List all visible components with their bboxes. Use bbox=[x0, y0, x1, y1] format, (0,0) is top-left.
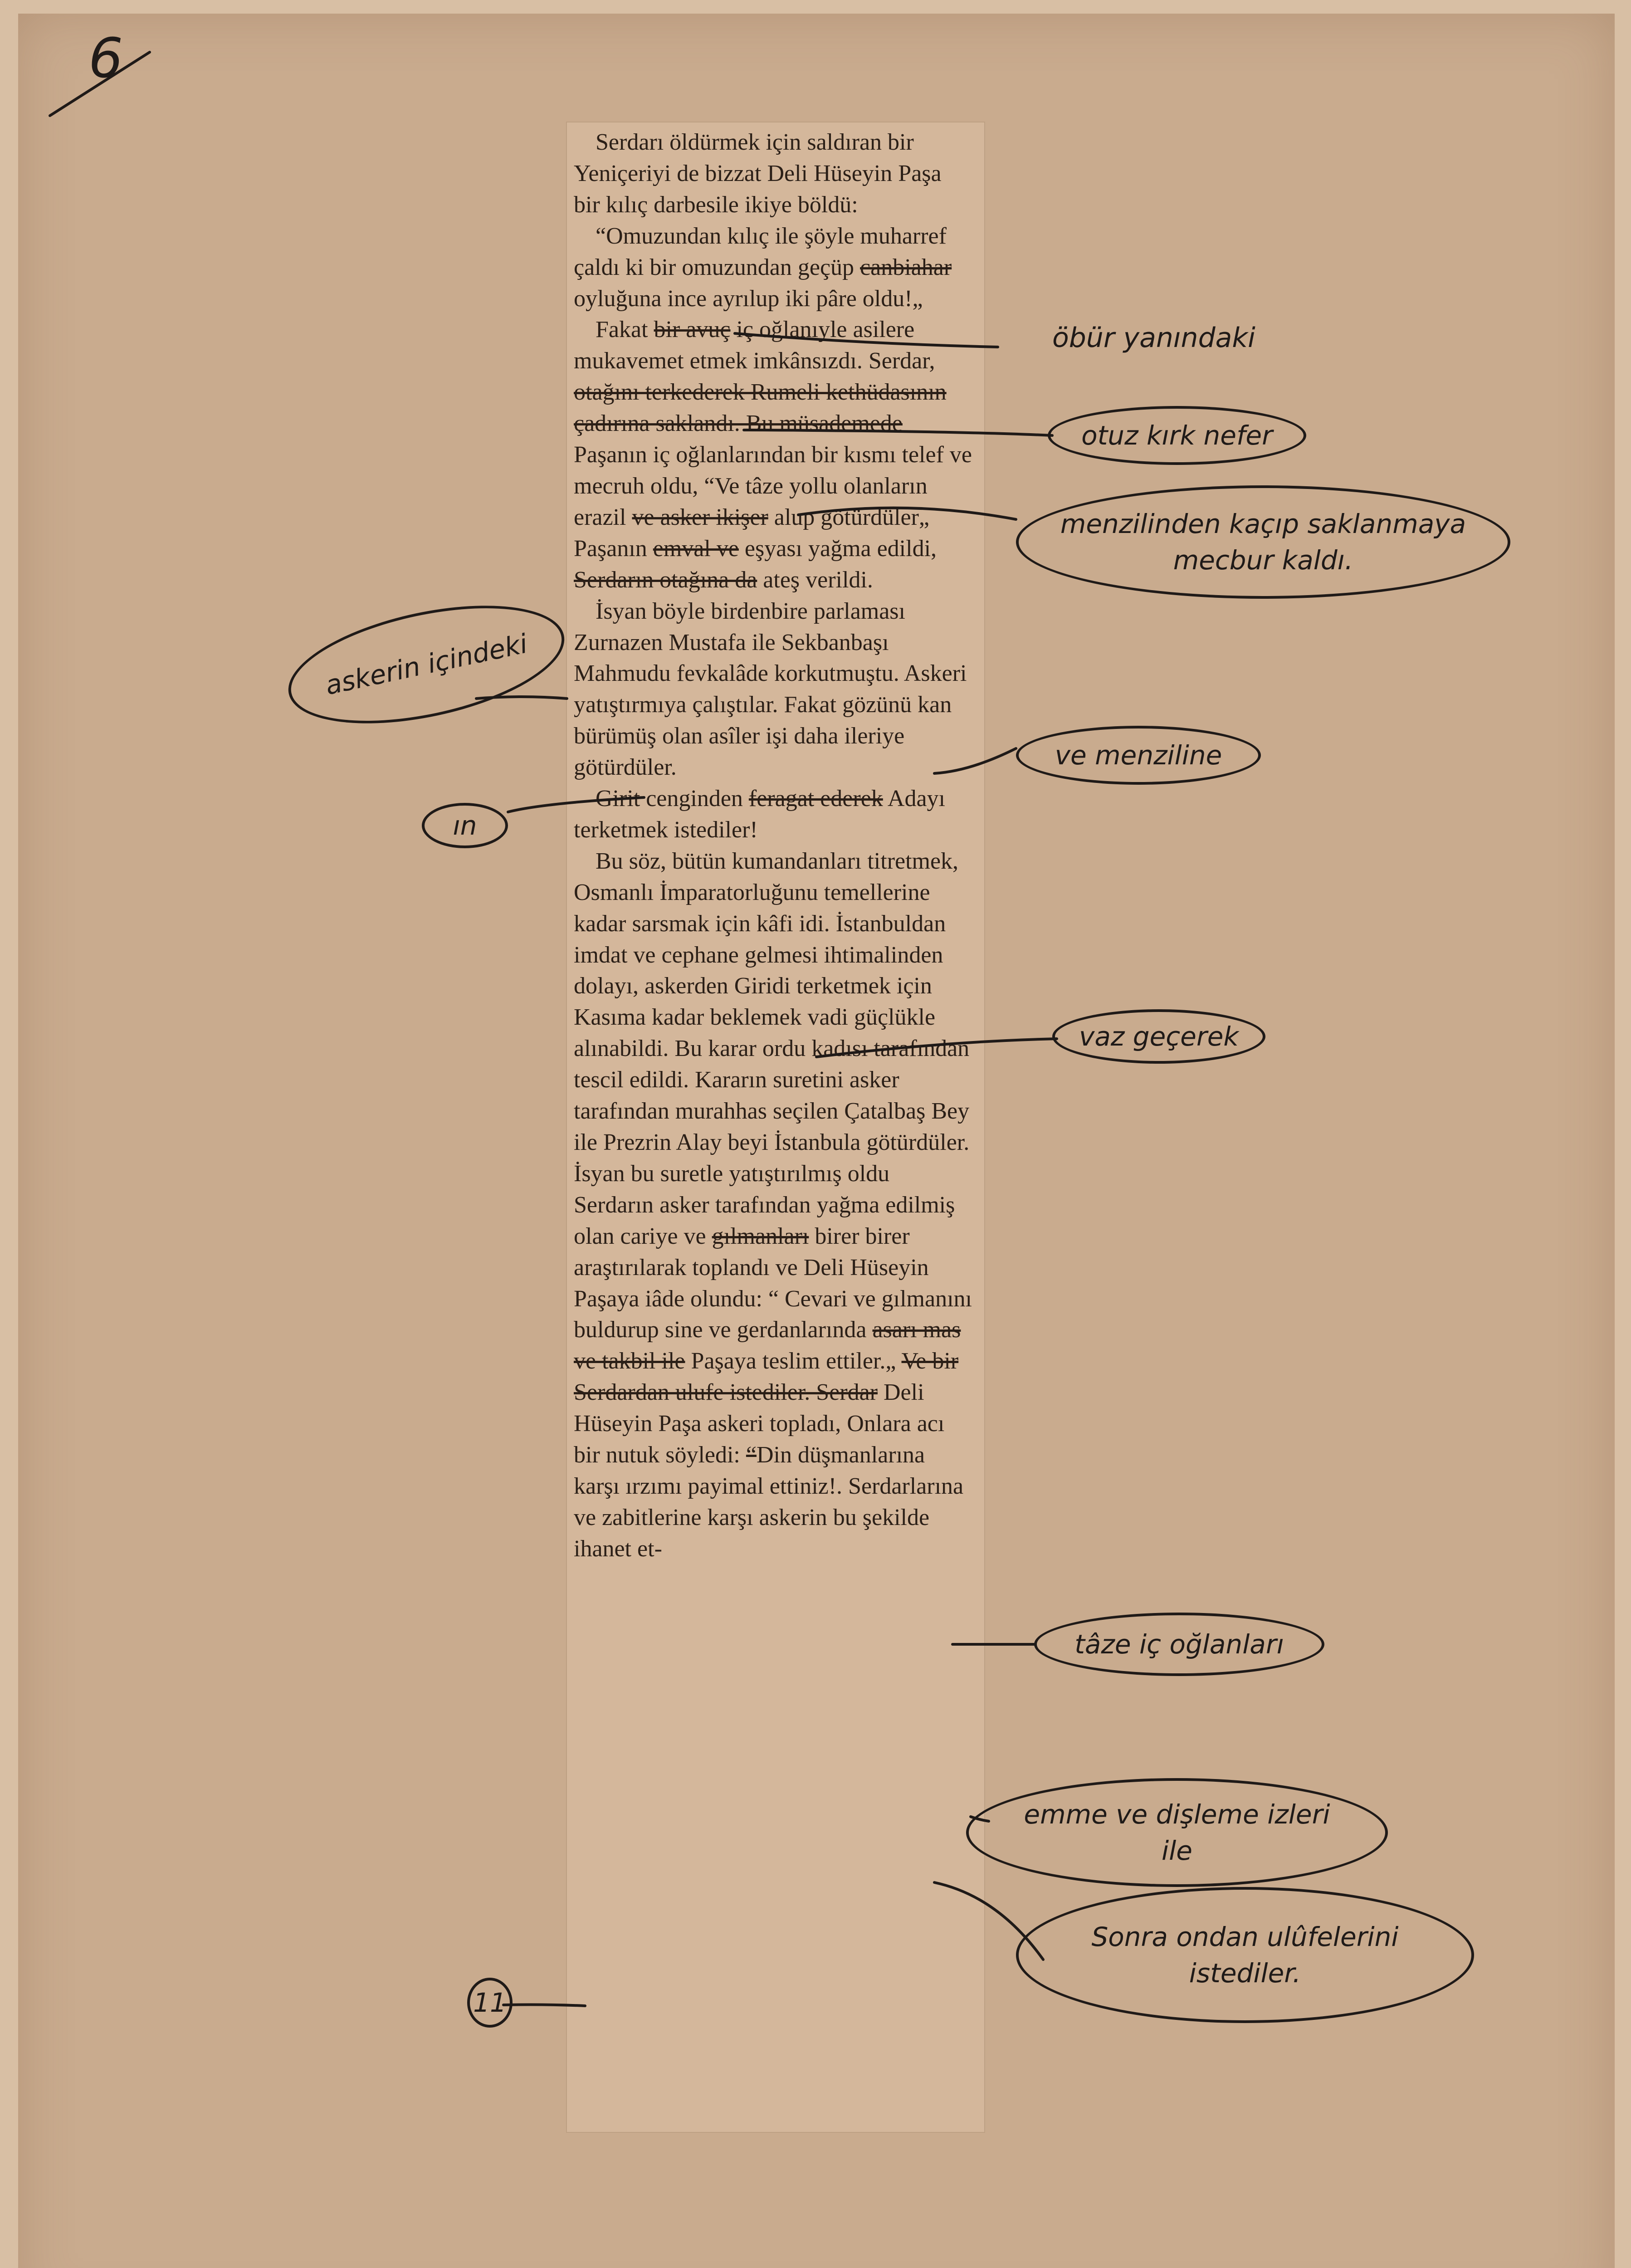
slash-mark bbox=[50, 52, 150, 116]
note-ve-menziline: ve menziline bbox=[1016, 726, 1261, 785]
struck-text: ve asker ikişer bbox=[632, 504, 768, 530]
text-segment: Adayı terketmek istediler! bbox=[574, 786, 946, 843]
struck-text: bir avuç bbox=[654, 317, 731, 343]
note-number-eleven: 11 bbox=[467, 1978, 513, 2028]
note-otuz-kirk: otuz kırk nefer bbox=[1048, 406, 1306, 465]
text-segment: Bu söz, bütün kumandanları titretmek, Osmanlı İmparatorluğunu temellerine kadar sarsmak için kâfi idi. İstanbuldan imdat ve cephane gelmesi ihtimalinden dolayı, askerden Giridi terketmek için Kasıma kadar beklemek vadi güçlükle alınabildi. Bu karar ordu kadısı tarafından tescil edildi. Kararın suretini asker tarafından murahhas seçilen Çatalbaş Bey ile Prezrin Alay beyi İstanbula götürdüler. İsyan bu suretle yatıştırılmış oldu Serdarın asker tarafından yağma edilmiş olan cariye ve bbox=[574, 848, 970, 1249]
note-vaz-gecerek: vaz geçerek bbox=[1052, 1009, 1265, 1064]
struck-text: canbiahar bbox=[860, 254, 952, 280]
note-obur-yanindaki: öbür yanındaki bbox=[1052, 322, 1255, 354]
note-in: ın bbox=[422, 803, 508, 848]
text-segment: alup götürdüler„ Paşanın bbox=[574, 504, 929, 562]
note-emme: emme ve dişleme izleri ile bbox=[966, 1778, 1388, 1887]
struck-text: emval ve bbox=[653, 535, 739, 562]
struck-text: Ve bir Serdardan ulufe istediler. Serdar bbox=[574, 1348, 959, 1406]
struck-text: “ bbox=[746, 1442, 757, 1468]
note-sonra: Sonra ondan ulûfelerini istediler. bbox=[1016, 1887, 1474, 2023]
leader-line bbox=[798, 508, 1016, 519]
note-askerin: askerin içindeki bbox=[278, 584, 575, 745]
text-segment: Fakat bbox=[596, 317, 654, 343]
page-number: 6 bbox=[88, 27, 123, 90]
text-segment: “Omuzundan kılıç ile şöyle muharref çaldı ki bir omuzundan geçüp bbox=[574, 223, 947, 280]
struck-text: feragat ederek bbox=[748, 786, 883, 812]
text-segment: İsyan böyle birdenbire parlaması Zurnazen Mustafa ile Sekbanbaşı Mahmudu fevkalâde korkutmuştu. Askeri yatıştırmıya çalıştılar. Fakat gözünü kan bürümüş olan asîler işi daha ileriye götürdüler. bbox=[574, 598, 967, 781]
text-segment: ateş verildi. bbox=[757, 567, 873, 593]
text-segment: Girit cenginden bbox=[596, 786, 749, 812]
struck-text: gılmanları bbox=[712, 1223, 809, 1249]
leader-line bbox=[744, 430, 1052, 435]
note-taze: tâze iç oğlanları bbox=[1034, 1613, 1324, 1676]
text-segment: iç oğlanıyle asilere mukavemet etmek imkânsızdı. Serdar, bbox=[574, 317, 935, 374]
text-segment: Paşanın iç oğlanlarından bir kısmı telef ve mecruh oldu, “Ve tâze yollu olanların erazil bbox=[574, 442, 972, 530]
leader-line bbox=[735, 333, 998, 347]
leader-line bbox=[503, 2004, 585, 2006]
leader-line bbox=[816, 1039, 1057, 1057]
text-segment: oyluğuna ince ayrılup iki pâre oldu!„ bbox=[574, 285, 923, 312]
text-segment: birer birer araştırılarak toplandı ve Deli Hüseyin Paşaya iâde olundu: “ Cevari ve gılmanını buldurup sine ve gerdanlarında bbox=[574, 1223, 972, 1343]
text-segment: Deli Hüseyin Paşa askeri topladı, Onlara acı bir nutuk söyledi: bbox=[574, 1379, 945, 1468]
text-segment: Serdarı öldürmek için saldıran bir Yeniçeriyi de bizzat Deli Hüseyin Paşa bir kılıç darbesile ikiye böldü: bbox=[574, 129, 942, 218]
struck-text: otağını terkederek Rumeli kethüdasının çadırına saklandı. Bu müsademede bbox=[574, 379, 947, 437]
struck-text: Serdarın otağına da bbox=[574, 567, 757, 593]
note-menzilinden: menzilinden kaçıp saklanmaya mecbur kaldı. bbox=[1016, 485, 1510, 599]
text-segment: eşyası yağma edildi, bbox=[738, 535, 937, 562]
text-segment: Din düşmanlarına karşı ırzımı payimal ettiniz!. Serdarlarına ve zabitlerine karşı askerin bu şekilde ihanet et- bbox=[574, 1442, 964, 1562]
struck-text: asarı mas ve takbil ile bbox=[574, 1317, 961, 1374]
leader-line bbox=[508, 797, 644, 812]
leader-line bbox=[934, 748, 1016, 773]
text-segment: Paşaya teslim ettiler.„ bbox=[685, 1348, 902, 1374]
